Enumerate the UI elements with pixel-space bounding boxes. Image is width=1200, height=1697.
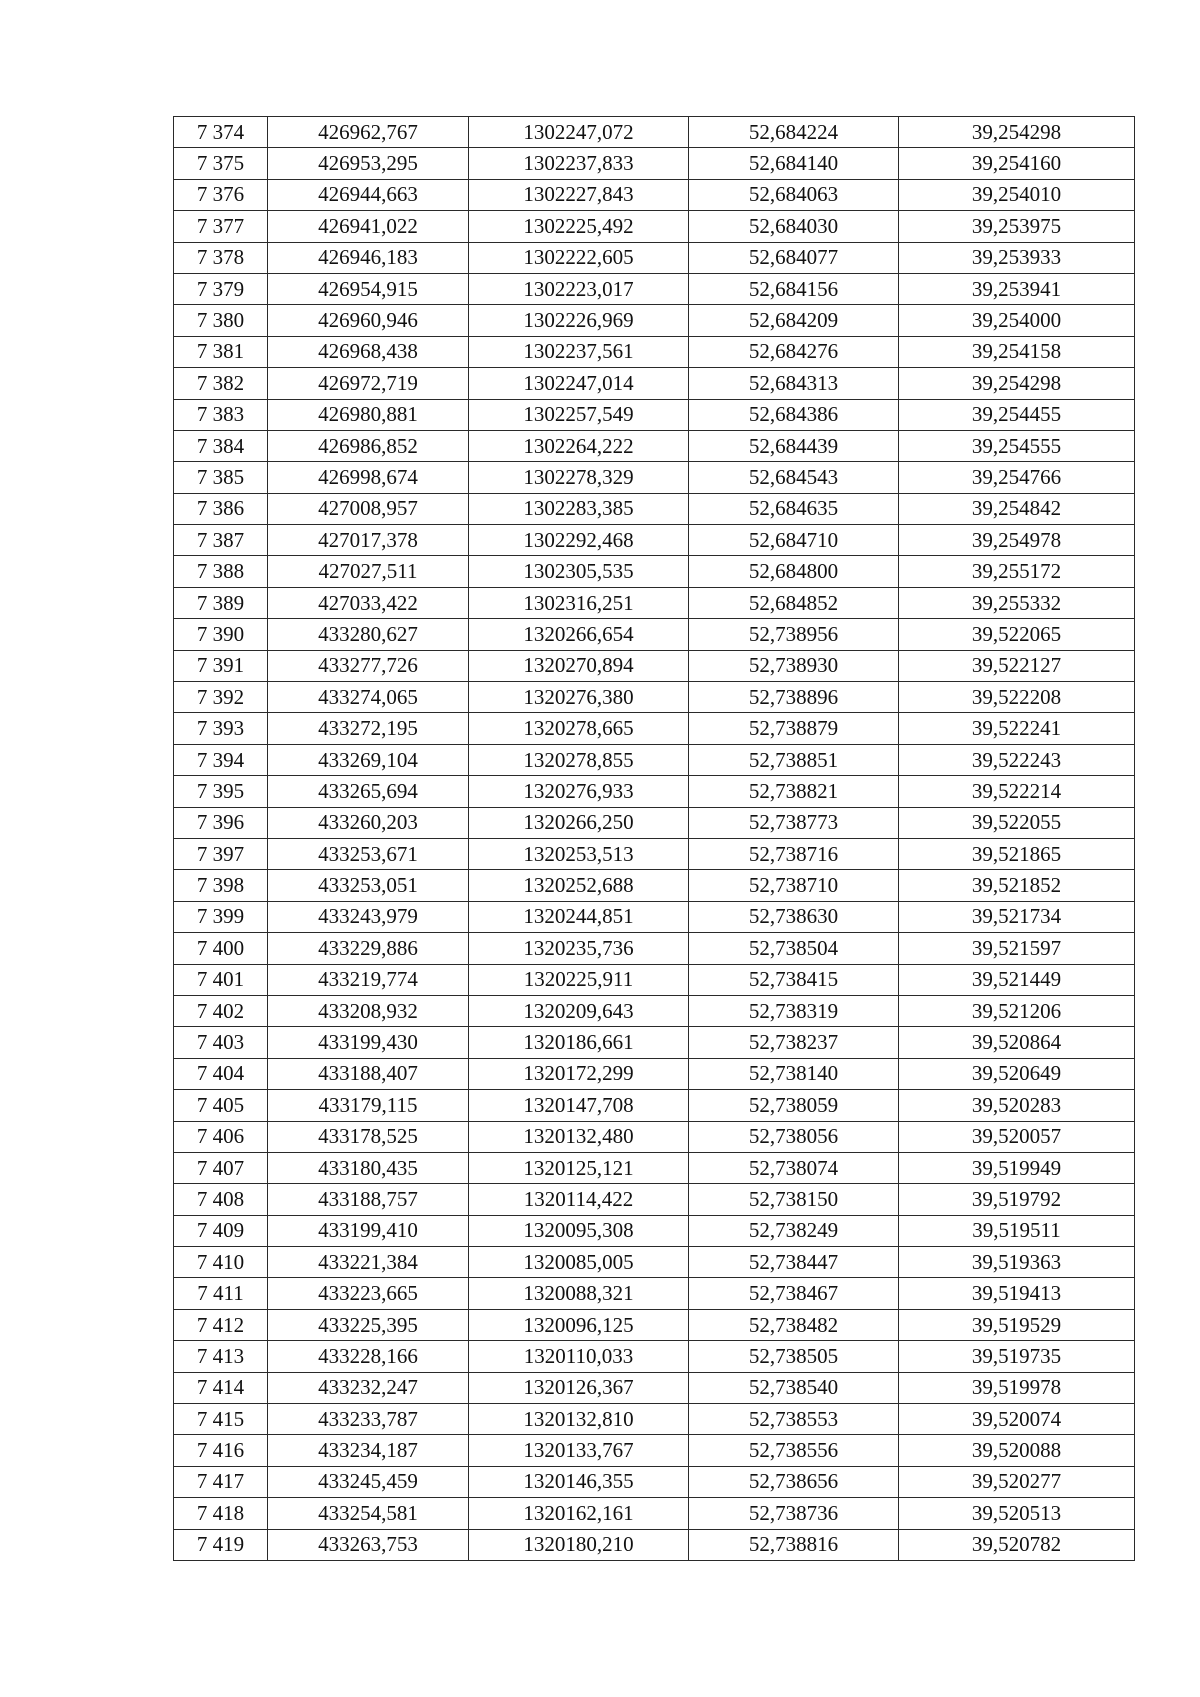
y-coordinate-cell: 1320162,161 — [469, 1498, 689, 1529]
latitude-cell: 52,738504 — [689, 933, 899, 964]
longitude-cell: 39,521597 — [899, 933, 1135, 964]
longitude-cell: 39,254455 — [899, 399, 1135, 430]
table-row — [174, 179, 1135, 210]
y-coordinate-cell: 1302223,017 — [469, 273, 689, 304]
latitude-cell: 52,684030 — [689, 211, 899, 242]
latitude-cell: 52,738956 — [689, 619, 899, 650]
x-coordinate-cell: 433228,166 — [268, 1341, 469, 1372]
latitude-cell: 52,684276 — [689, 336, 899, 367]
point-number-cell: 7 412 — [174, 1309, 268, 1340]
latitude-cell: 52,738415 — [689, 964, 899, 995]
latitude-cell: 52,738249 — [689, 1215, 899, 1246]
table-row — [174, 1498, 1135, 1529]
table-row — [174, 1058, 1135, 1089]
y-coordinate-cell: 1320114,422 — [469, 1184, 689, 1215]
y-coordinate-cell: 1302257,549 — [469, 399, 689, 430]
latitude-cell: 52,738540 — [689, 1372, 899, 1403]
point-number-cell: 7 385 — [174, 462, 268, 493]
longitude-cell: 39,522214 — [899, 776, 1135, 807]
table-row — [174, 1529, 1135, 1560]
longitude-cell: 39,254555 — [899, 430, 1135, 461]
table-row — [174, 525, 1135, 556]
x-coordinate-cell: 427008,957 — [268, 493, 469, 524]
point-number-cell: 7 382 — [174, 368, 268, 399]
y-coordinate-cell: 1320146,355 — [469, 1466, 689, 1497]
longitude-cell: 39,519735 — [899, 1341, 1135, 1372]
latitude-cell: 52,684224 — [689, 117, 899, 148]
latitude-cell: 52,684077 — [689, 242, 899, 273]
y-coordinate-cell: 1302237,561 — [469, 336, 689, 367]
table-row — [174, 305, 1135, 336]
table-row — [174, 933, 1135, 964]
table-row — [174, 1466, 1135, 1497]
longitude-cell: 39,253941 — [899, 273, 1135, 304]
x-coordinate-cell: 433199,410 — [268, 1215, 469, 1246]
y-coordinate-cell: 1320270,894 — [469, 650, 689, 681]
latitude-cell: 52,738773 — [689, 807, 899, 838]
latitude-cell: 52,738505 — [689, 1341, 899, 1372]
longitude-cell: 39,521449 — [899, 964, 1135, 995]
x-coordinate-cell: 427033,422 — [268, 587, 469, 618]
point-number-cell: 7 384 — [174, 430, 268, 461]
x-coordinate-cell: 433188,407 — [268, 1058, 469, 1089]
x-coordinate-cell: 426998,674 — [268, 462, 469, 493]
y-coordinate-cell: 1320132,480 — [469, 1121, 689, 1152]
y-coordinate-cell: 1302237,833 — [469, 148, 689, 179]
y-coordinate-cell: 1302292,468 — [469, 525, 689, 556]
y-coordinate-cell: 1302283,385 — [469, 493, 689, 524]
point-number-cell: 7 381 — [174, 336, 268, 367]
latitude-cell: 52,738656 — [689, 1466, 899, 1497]
y-coordinate-cell: 1302247,072 — [469, 117, 689, 148]
table-row — [174, 368, 1135, 399]
table-row — [174, 117, 1135, 148]
latitude-cell: 52,684635 — [689, 493, 899, 524]
latitude-cell: 52,738059 — [689, 1090, 899, 1121]
latitude-cell: 52,738821 — [689, 776, 899, 807]
point-number-cell: 7 380 — [174, 305, 268, 336]
point-number-cell: 7 406 — [174, 1121, 268, 1152]
x-coordinate-cell: 433277,726 — [268, 650, 469, 681]
point-number-cell: 7 390 — [174, 619, 268, 650]
point-number-cell: 7 415 — [174, 1404, 268, 1435]
y-coordinate-cell: 1302226,969 — [469, 305, 689, 336]
latitude-cell: 52,738816 — [689, 1529, 899, 1560]
table-row — [174, 148, 1135, 179]
latitude-cell: 52,684800 — [689, 556, 899, 587]
x-coordinate-cell: 433219,774 — [268, 964, 469, 995]
y-coordinate-cell: 1302264,222 — [469, 430, 689, 461]
x-coordinate-cell: 426960,946 — [268, 305, 469, 336]
table-row — [174, 1372, 1135, 1403]
longitude-cell: 39,522055 — [899, 807, 1135, 838]
point-number-cell: 7 377 — [174, 211, 268, 242]
point-number-cell: 7 396 — [174, 807, 268, 838]
y-coordinate-cell: 1302316,251 — [469, 587, 689, 618]
longitude-cell: 39,254978 — [899, 525, 1135, 556]
y-coordinate-cell: 1320253,513 — [469, 838, 689, 869]
table-row — [174, 462, 1135, 493]
point-number-cell: 7 410 — [174, 1247, 268, 1278]
y-coordinate-cell: 1320276,380 — [469, 682, 689, 713]
latitude-cell: 52,738930 — [689, 650, 899, 681]
y-coordinate-cell: 1320235,736 — [469, 933, 689, 964]
y-coordinate-cell: 1320172,299 — [469, 1058, 689, 1089]
point-number-cell: 7 403 — [174, 1027, 268, 1058]
y-coordinate-cell: 1302227,843 — [469, 179, 689, 210]
point-number-cell: 7 386 — [174, 493, 268, 524]
table-row — [174, 336, 1135, 367]
point-number-cell: 7 417 — [174, 1466, 268, 1497]
point-number-cell: 7 413 — [174, 1341, 268, 1372]
longitude-cell: 39,519949 — [899, 1152, 1135, 1183]
latitude-cell: 52,738447 — [689, 1247, 899, 1278]
latitude-cell: 52,738896 — [689, 682, 899, 713]
point-number-cell: 7 405 — [174, 1090, 268, 1121]
point-number-cell: 7 387 — [174, 525, 268, 556]
point-number-cell: 7 389 — [174, 587, 268, 618]
table-row — [174, 1247, 1135, 1278]
point-number-cell: 7 400 — [174, 933, 268, 964]
point-number-cell: 7 378 — [174, 242, 268, 273]
longitude-cell: 39,520649 — [899, 1058, 1135, 1089]
longitude-cell: 39,519978 — [899, 1372, 1135, 1403]
x-coordinate-cell: 433254,581 — [268, 1498, 469, 1529]
longitude-cell: 39,521865 — [899, 838, 1135, 869]
latitude-cell: 52,738556 — [689, 1435, 899, 1466]
point-number-cell: 7 375 — [174, 148, 268, 179]
x-coordinate-cell: 433225,395 — [268, 1309, 469, 1340]
x-coordinate-cell: 433280,627 — [268, 619, 469, 650]
longitude-cell: 39,522241 — [899, 713, 1135, 744]
longitude-cell: 39,521852 — [899, 870, 1135, 901]
table-row — [174, 713, 1135, 744]
table-row — [174, 211, 1135, 242]
longitude-cell: 39,519363 — [899, 1247, 1135, 1278]
x-coordinate-cell: 433229,886 — [268, 933, 469, 964]
latitude-cell: 52,738150 — [689, 1184, 899, 1215]
longitude-cell: 39,254298 — [899, 117, 1135, 148]
latitude-cell: 52,684386 — [689, 399, 899, 430]
table-row — [174, 650, 1135, 681]
x-coordinate-cell: 433243,979 — [268, 901, 469, 932]
latitude-cell: 52,738237 — [689, 1027, 899, 1058]
longitude-cell: 39,519511 — [899, 1215, 1135, 1246]
table-row — [174, 870, 1135, 901]
longitude-cell: 39,255332 — [899, 587, 1135, 618]
y-coordinate-cell: 1320278,855 — [469, 744, 689, 775]
x-coordinate-cell: 433265,694 — [268, 776, 469, 807]
x-coordinate-cell: 433274,065 — [268, 682, 469, 713]
point-number-cell: 7 394 — [174, 744, 268, 775]
table-row — [174, 1121, 1135, 1152]
y-coordinate-cell: 1320132,810 — [469, 1404, 689, 1435]
x-coordinate-cell: 426968,438 — [268, 336, 469, 367]
point-number-cell: 7 392 — [174, 682, 268, 713]
x-coordinate-cell: 426941,022 — [268, 211, 469, 242]
x-coordinate-cell: 426944,663 — [268, 179, 469, 210]
x-coordinate-cell: 433208,932 — [268, 995, 469, 1026]
table-row — [174, 838, 1135, 869]
table-row — [174, 776, 1135, 807]
longitude-cell: 39,519413 — [899, 1278, 1135, 1309]
table-row — [174, 1027, 1135, 1058]
x-coordinate-cell: 427027,511 — [268, 556, 469, 587]
table-row — [174, 901, 1135, 932]
point-number-cell: 7 408 — [174, 1184, 268, 1215]
point-number-cell: 7 374 — [174, 117, 268, 148]
x-coordinate-cell: 433199,430 — [268, 1027, 469, 1058]
latitude-cell: 52,684140 — [689, 148, 899, 179]
table-row — [174, 1404, 1135, 1435]
table-row — [174, 1278, 1135, 1309]
longitude-cell: 39,520088 — [899, 1435, 1135, 1466]
longitude-cell: 39,254000 — [899, 305, 1135, 336]
y-coordinate-cell: 1320110,033 — [469, 1341, 689, 1372]
x-coordinate-cell: 426962,767 — [268, 117, 469, 148]
x-coordinate-cell: 433253,051 — [268, 870, 469, 901]
point-number-cell: 7 419 — [174, 1529, 268, 1560]
x-coordinate-cell: 433223,665 — [268, 1278, 469, 1309]
y-coordinate-cell: 1320278,665 — [469, 713, 689, 744]
latitude-cell: 52,684710 — [689, 525, 899, 556]
x-coordinate-cell: 426946,183 — [268, 242, 469, 273]
longitude-cell: 39,522208 — [899, 682, 1135, 713]
point-number-cell: 7 395 — [174, 776, 268, 807]
table-row — [174, 1309, 1135, 1340]
table-row — [174, 399, 1135, 430]
point-number-cell: 7 399 — [174, 901, 268, 932]
y-coordinate-cell: 1320186,661 — [469, 1027, 689, 1058]
x-coordinate-cell: 426986,852 — [268, 430, 469, 461]
longitude-cell: 39,519792 — [899, 1184, 1135, 1215]
point-number-cell: 7 404 — [174, 1058, 268, 1089]
y-coordinate-cell: 1320095,308 — [469, 1215, 689, 1246]
latitude-cell: 52,738736 — [689, 1498, 899, 1529]
latitude-cell: 52,684852 — [689, 587, 899, 618]
point-number-cell: 7 398 — [174, 870, 268, 901]
longitude-cell: 39,255172 — [899, 556, 1135, 587]
x-coordinate-cell: 426953,295 — [268, 148, 469, 179]
longitude-cell: 39,520782 — [899, 1529, 1135, 1560]
table-row — [174, 995, 1135, 1026]
y-coordinate-cell: 1320225,911 — [469, 964, 689, 995]
y-coordinate-cell: 1320276,933 — [469, 776, 689, 807]
point-number-cell: 7 391 — [174, 650, 268, 681]
point-number-cell: 7 388 — [174, 556, 268, 587]
latitude-cell: 52,684313 — [689, 368, 899, 399]
longitude-cell: 39,520277 — [899, 1466, 1135, 1497]
longitude-cell: 39,522127 — [899, 650, 1135, 681]
y-coordinate-cell: 1320147,708 — [469, 1090, 689, 1121]
y-coordinate-cell: 1320244,851 — [469, 901, 689, 932]
longitude-cell: 39,521734 — [899, 901, 1135, 932]
point-number-cell: 7 397 — [174, 838, 268, 869]
point-number-cell: 7 402 — [174, 995, 268, 1026]
latitude-cell: 52,684063 — [689, 179, 899, 210]
longitude-cell: 39,520057 — [899, 1121, 1135, 1152]
point-number-cell: 7 383 — [174, 399, 268, 430]
latitude-cell: 52,738630 — [689, 901, 899, 932]
latitude-cell: 52,738710 — [689, 870, 899, 901]
latitude-cell: 52,738716 — [689, 838, 899, 869]
longitude-cell: 39,522065 — [899, 619, 1135, 650]
y-coordinate-cell: 1320085,005 — [469, 1247, 689, 1278]
latitude-cell: 52,684156 — [689, 273, 899, 304]
y-coordinate-cell: 1320266,654 — [469, 619, 689, 650]
table-row — [174, 273, 1135, 304]
x-coordinate-cell: 433260,203 — [268, 807, 469, 838]
x-coordinate-cell: 433272,195 — [268, 713, 469, 744]
y-coordinate-cell: 1320252,688 — [469, 870, 689, 901]
latitude-cell: 52,738553 — [689, 1404, 899, 1435]
longitude-cell: 39,519529 — [899, 1309, 1135, 1340]
table-row — [174, 807, 1135, 838]
longitude-cell: 39,253975 — [899, 211, 1135, 242]
point-number-cell: 7 407 — [174, 1152, 268, 1183]
y-coordinate-cell: 1302305,535 — [469, 556, 689, 587]
latitude-cell: 52,738851 — [689, 744, 899, 775]
x-coordinate-cell: 433178,525 — [268, 1121, 469, 1152]
x-coordinate-cell: 433188,757 — [268, 1184, 469, 1215]
y-coordinate-cell: 1320266,250 — [469, 807, 689, 838]
point-number-cell: 7 376 — [174, 179, 268, 210]
longitude-cell: 39,520864 — [899, 1027, 1135, 1058]
latitude-cell: 52,738140 — [689, 1058, 899, 1089]
latitude-cell: 52,738879 — [689, 713, 899, 744]
table-row — [174, 587, 1135, 618]
longitude-cell: 39,520074 — [899, 1404, 1135, 1435]
coordinates-table-body — [174, 117, 1135, 1561]
longitude-cell: 39,522243 — [899, 744, 1135, 775]
point-number-cell: 7 416 — [174, 1435, 268, 1466]
point-number-cell: 7 411 — [174, 1278, 268, 1309]
coordinates-table — [173, 116, 1135, 1561]
latitude-cell: 52,738074 — [689, 1152, 899, 1183]
point-number-cell: 7 414 — [174, 1372, 268, 1403]
table-row — [174, 619, 1135, 650]
x-coordinate-cell: 426972,719 — [268, 368, 469, 399]
x-coordinate-cell: 426980,881 — [268, 399, 469, 430]
latitude-cell: 52,738467 — [689, 1278, 899, 1309]
longitude-cell: 39,254160 — [899, 148, 1135, 179]
table-row — [174, 1435, 1135, 1466]
y-coordinate-cell: 1302278,329 — [469, 462, 689, 493]
table-row — [174, 964, 1135, 995]
latitude-cell: 52,684543 — [689, 462, 899, 493]
table-row — [174, 430, 1135, 461]
table-row — [174, 556, 1135, 587]
y-coordinate-cell: 1302225,492 — [469, 211, 689, 242]
longitude-cell: 39,521206 — [899, 995, 1135, 1026]
table-row — [174, 682, 1135, 713]
longitude-cell: 39,254766 — [899, 462, 1135, 493]
longitude-cell: 39,254158 — [899, 336, 1135, 367]
x-coordinate-cell: 426954,915 — [268, 273, 469, 304]
x-coordinate-cell: 433221,384 — [268, 1247, 469, 1278]
x-coordinate-cell: 433232,247 — [268, 1372, 469, 1403]
table-row — [174, 1341, 1135, 1372]
y-coordinate-cell: 1320209,643 — [469, 995, 689, 1026]
x-coordinate-cell: 433253,671 — [268, 838, 469, 869]
y-coordinate-cell: 1320096,125 — [469, 1309, 689, 1340]
longitude-cell: 39,254842 — [899, 493, 1135, 524]
point-number-cell: 7 393 — [174, 713, 268, 744]
table-row — [174, 1152, 1135, 1183]
x-coordinate-cell: 433263,753 — [268, 1529, 469, 1560]
y-coordinate-cell: 1320126,367 — [469, 1372, 689, 1403]
latitude-cell: 52,684439 — [689, 430, 899, 461]
longitude-cell: 39,520513 — [899, 1498, 1135, 1529]
table-row — [174, 242, 1135, 273]
point-number-cell: 7 418 — [174, 1498, 268, 1529]
y-coordinate-cell: 1320180,210 — [469, 1529, 689, 1560]
y-coordinate-cell: 1320133,767 — [469, 1435, 689, 1466]
latitude-cell: 52,738056 — [689, 1121, 899, 1152]
y-coordinate-cell: 1320088,321 — [469, 1278, 689, 1309]
point-number-cell: 7 409 — [174, 1215, 268, 1246]
x-coordinate-cell: 433180,435 — [268, 1152, 469, 1183]
longitude-cell: 39,254010 — [899, 179, 1135, 210]
x-coordinate-cell: 433179,115 — [268, 1090, 469, 1121]
point-number-cell: 7 379 — [174, 273, 268, 304]
x-coordinate-cell: 433234,187 — [268, 1435, 469, 1466]
x-coordinate-cell: 427017,378 — [268, 525, 469, 556]
x-coordinate-cell: 433269,104 — [268, 744, 469, 775]
table-row — [174, 1184, 1135, 1215]
table-row — [174, 1215, 1135, 1246]
longitude-cell: 39,254298 — [899, 368, 1135, 399]
y-coordinate-cell: 1320125,121 — [469, 1152, 689, 1183]
latitude-cell: 52,738482 — [689, 1309, 899, 1340]
table-row — [174, 493, 1135, 524]
table-row — [174, 744, 1135, 775]
y-coordinate-cell: 1302247,014 — [469, 368, 689, 399]
point-number-cell: 7 401 — [174, 964, 268, 995]
x-coordinate-cell: 433245,459 — [268, 1466, 469, 1497]
longitude-cell: 39,520283 — [899, 1090, 1135, 1121]
longitude-cell: 39,253933 — [899, 242, 1135, 273]
table-row — [174, 1090, 1135, 1121]
latitude-cell: 52,738319 — [689, 995, 899, 1026]
latitude-cell: 52,684209 — [689, 305, 899, 336]
x-coordinate-cell: 433233,787 — [268, 1404, 469, 1435]
y-coordinate-cell: 1302222,605 — [469, 242, 689, 273]
